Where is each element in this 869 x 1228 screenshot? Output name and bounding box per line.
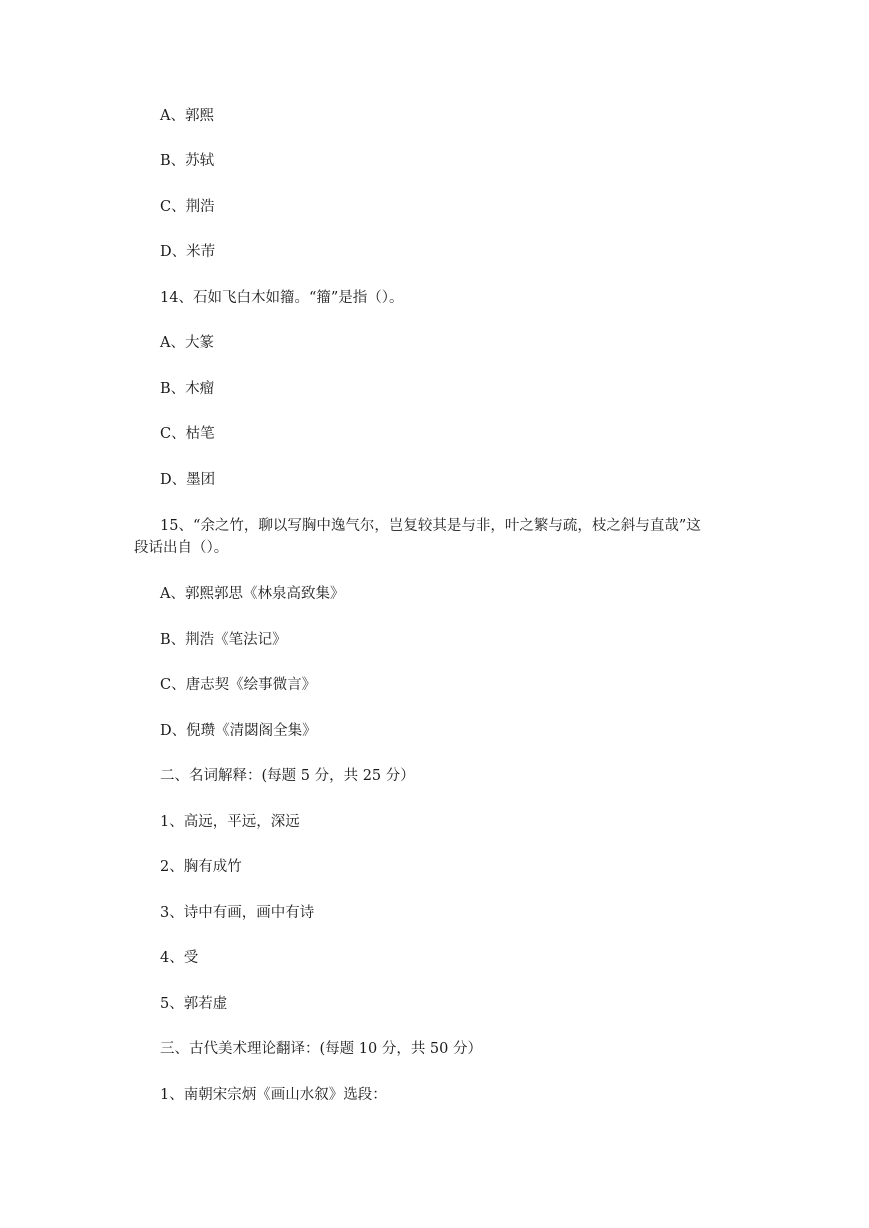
- section3-item-1: 1、南朝宋宗炳《画山水叙》选段：: [160, 1087, 387, 1103]
- q15-question-line1: 15、“余之竹，聊以写胸中逸气尔，岂复较其是与非，叶之繁与疏，枝之斜与直哉”这: [160, 518, 701, 534]
- q15-option-b: B、荆浩《笔法记》: [160, 632, 287, 648]
- q15-question: [134, 515, 754, 559]
- section2-item-2: 2、胸有成竹: [160, 859, 242, 875]
- section2-heading: 二、名词解释：(每题 5 分，共 25 分）: [160, 768, 415, 784]
- q14-option-a: A、大篆: [160, 335, 214, 351]
- q14-option-d: D、墨团: [160, 472, 216, 488]
- q15-option-d: D、倪瓒《清閟阁全集》: [160, 723, 317, 739]
- q14-option-b: B、木瘤: [160, 381, 215, 397]
- q15-option-a: A、郭熙郭思《林泉高致集》: [160, 586, 345, 602]
- section3-heading: 三、古代美术理论翻译：(每题 10 分，共 50 分）: [160, 1041, 482, 1057]
- q14-question: 14、石如飞白木如籀。“籀”是指（）。: [160, 290, 404, 306]
- q15-option-c: C、唐志契《绘事微言》: [160, 677, 317, 693]
- q13-option-d: D、米芾: [160, 244, 216, 260]
- q13-option-b: B、苏轼: [160, 153, 215, 169]
- section2-item-1: 1、高远，平远，深远: [160, 814, 300, 830]
- section2-item-5: 5、郭若虚: [160, 996, 228, 1012]
- section2-item-3: 3、诗中有画，画中有诗: [160, 905, 315, 921]
- q15-question-line2: 段话出自（）。: [134, 540, 229, 556]
- q14-option-c: C、枯笔: [160, 426, 215, 442]
- section2-item-4: 4、受: [160, 950, 199, 966]
- q13-option-a: A、郭熙: [160, 108, 214, 124]
- q13-option-c: C、荆浩: [160, 199, 215, 215]
